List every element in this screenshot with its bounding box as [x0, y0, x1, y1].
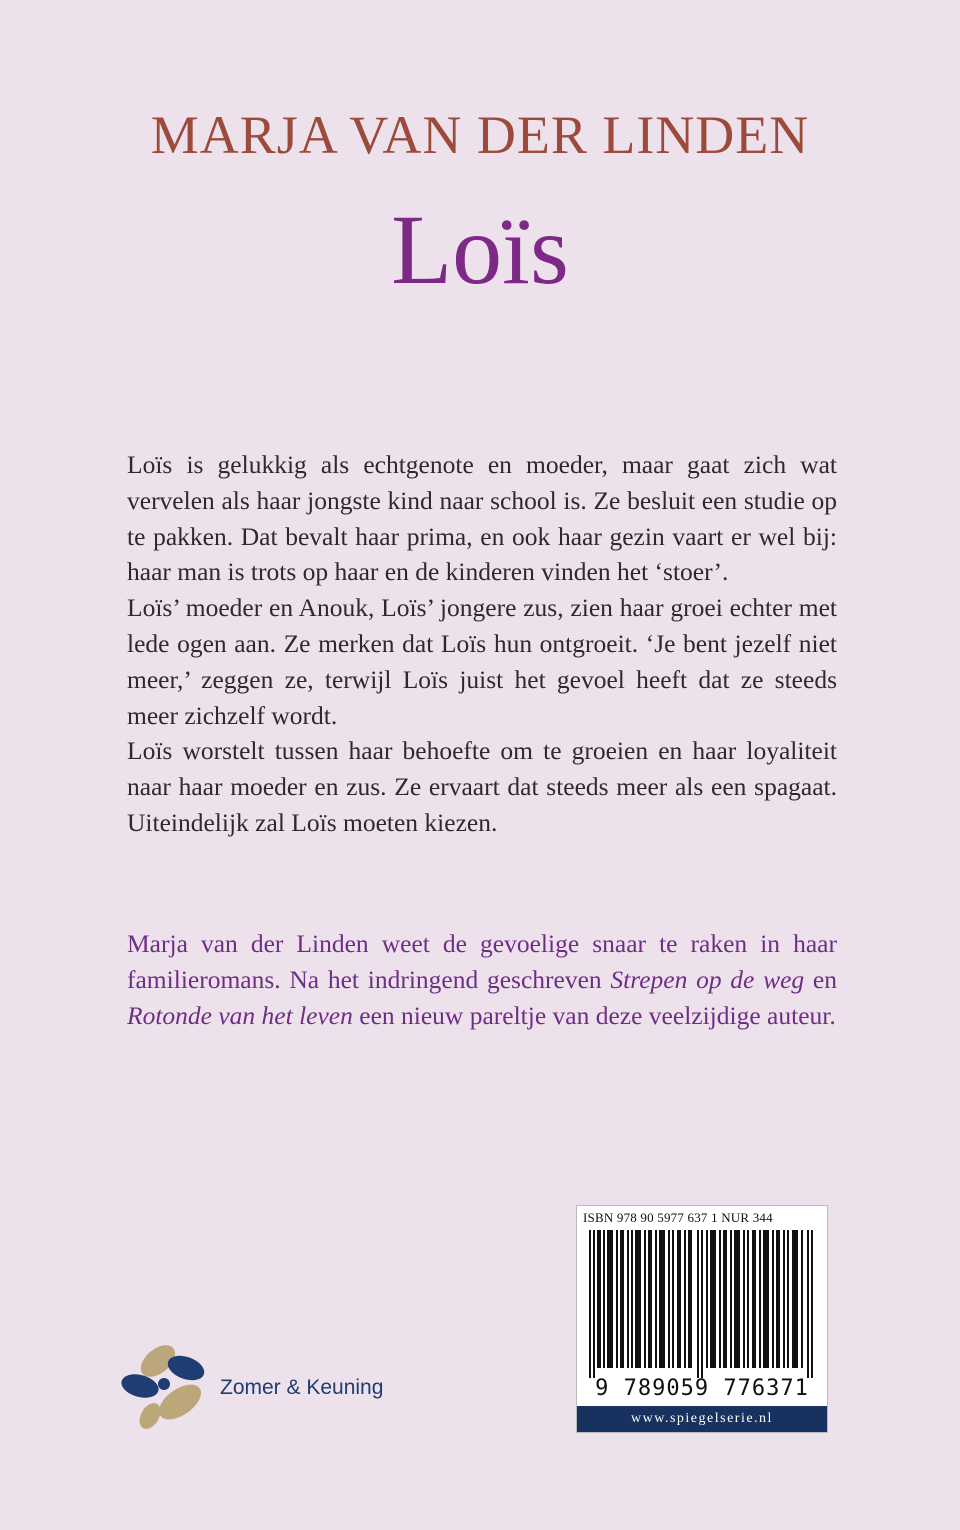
blurb-paragraph: Loïs’ moeder en Anouk, Loïs’ jongere zus, zien haar groei echter met lede ogen aan. Ze merken dat Loïs hun ontgroeit. ‘Je bent jezelf niet meer,’ zeggen ze, terwijl Loïs juist het gevoel heeft dat ze steeds meer zichzelf wordt. — [127, 593, 837, 730]
barcode-number: 9 789059 776371 — [595, 1376, 809, 1401]
book-title-reference: Rotonde van het leven — [127, 1001, 353, 1030]
isbn-text: ISBN 978 90 5977 637 1 NUR 344 — [583, 1210, 773, 1225]
book-title: Loïs — [391, 194, 569, 305]
promo-text: en — [804, 965, 837, 994]
barcode-label — [576, 1205, 828, 1433]
author-promo — [127, 926, 837, 1034]
publisher-name: Zomer & Keuning — [220, 1376, 384, 1399]
flower-logo-icon — [118, 1336, 214, 1436]
barcode-bars — [589, 1230, 815, 1378]
website-url: www.spiegelserie.nl — [577, 1406, 827, 1432]
promo-text: een nieuw pareltje van deze veelzijdige auteur. — [352, 1001, 836, 1030]
publisher-logo — [118, 1336, 418, 1436]
blurb — [127, 447, 837, 841]
promo-text: Marja van der Linden weet de gevoelige snaar te raken in haar familieromans. Na het indringend geschreven — [127, 929, 837, 994]
blurb-paragraph: Loïs is gelukkig als echtgenote en moeder, maar gaat zich wat vervelen als haar jongste kind naar school is. Ze besluit een studie op te pakken. Dat bevalt haar prima, en ook haar gezin vaart er wel bij: haar man is trots op haar en de kinderen vinden het ‘stoer’. — [127, 450, 837, 587]
blurb-paragraph: Loïs worstelt tussen haar behoefte om te groeien en haar loyaliteit naar haar moeder en zus. Ze ervaart dat steeds meer als een spagaat. Uiteindelijk zal Loïs moeten kiezen. — [127, 736, 837, 837]
book-title-reference: Strepen op de weg — [610, 965, 805, 994]
author-name: MARJA VAN DER LINDEN — [150, 105, 810, 165]
